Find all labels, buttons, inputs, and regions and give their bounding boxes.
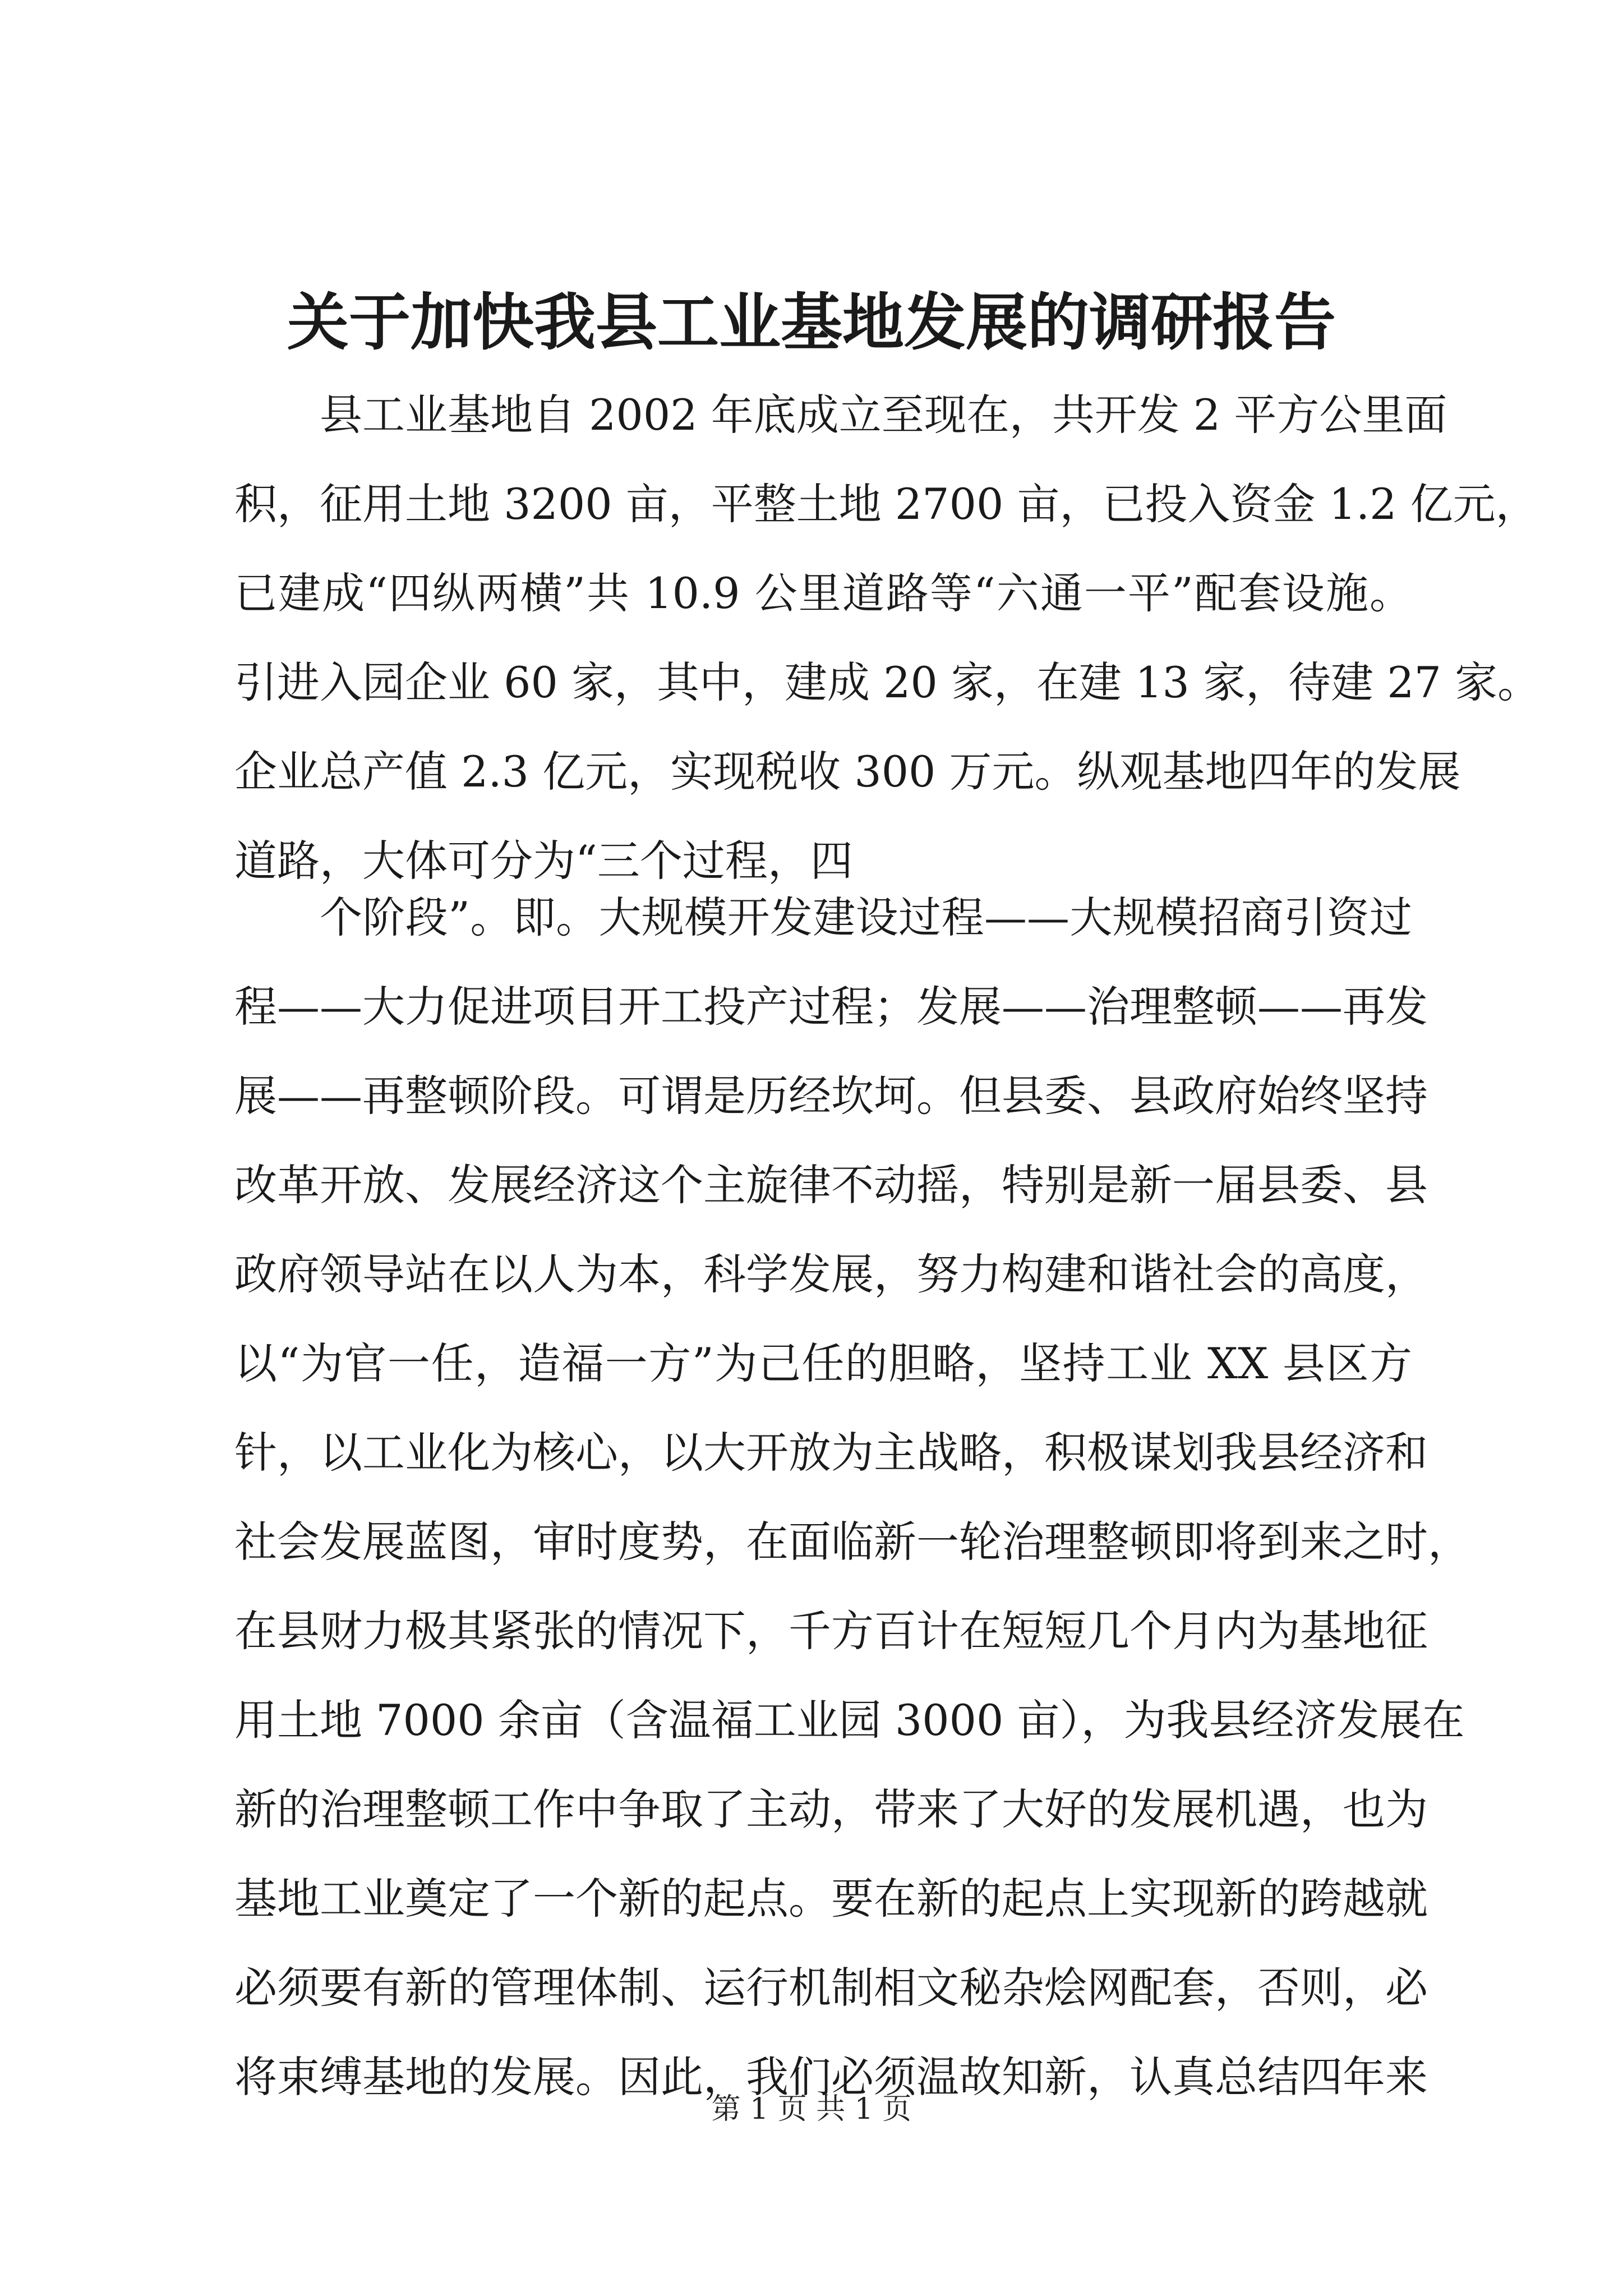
paragraph-line: 用土地 7000 余亩（含温福工业园 3000 亩），为我县经济发展在: [234, 1695, 1465, 1745]
paragraph-line: 已建成“四纵两横”共 10.9 公里道路等“六通一平”配套设施。: [234, 568, 1412, 618]
paragraph-line: 县工业基地自 2002 年底成立至现在，共开发 2 平方公里面: [320, 390, 1447, 440]
paragraph-2: [234, 873, 1470, 2122]
paragraph-line: 基地工业奠定了一个新的起点。要在新的起点上实现新的跨越就: [234, 1874, 1428, 1924]
page-footer: 第 1 页 共 1 页: [711, 2092, 912, 2126]
paragraph-line: 程——大力促进项目开工投产过程；发展——治理整顿——再发: [234, 982, 1428, 1032]
paragraph-line: 企业总产值 2.3 亿元，实现税收 300 万元。纵观基地四年的发展: [234, 747, 1461, 797]
paragraph-1: [234, 370, 1541, 905]
paragraph-line: 道路，大体可分为“三个过程，四: [234, 836, 853, 886]
document-title: 关于加快我县工业基地发展的调研报告: [287, 286, 1336, 358]
paragraph-line: 针，以工业化为核心，以大开放为主战略，积极谋划我县经济和: [234, 1428, 1428, 1478]
paragraph-line: 新的治理整顿工作中争取了主动，带来了大好的发展机遇，也为: [234, 1784, 1428, 1834]
paragraph-line: 引进入园企业 60 家，其中，建成 20 家，在建 13 家，待建 27 家。: [234, 657, 1541, 707]
paragraph-line: 以“为官一任，造福一方”为己任的胆略，坚持工业 XX 县区方: [234, 1338, 1412, 1388]
paragraph-line: 政府领导站在以人为本，科学发展，努力构建和谐社会的高度，: [234, 1249, 1428, 1299]
paragraph-line: 在县财力极其紧张的情况下，千方百计在短短几个月内为基地征: [234, 1606, 1428, 1656]
paragraph-line: 改革开放、发展经济这个主旋律不动摇，特别是新一届县委、县: [234, 1160, 1428, 1210]
paragraph-line: 积，征用土地 3200 亩，平整土地 2700 亩，已投入资金 1.2 亿元，: [234, 479, 1538, 529]
paragraph-line: 社会发展蓝图，审时度势，在面临新一轮治理整顿即将到来之时，: [234, 1517, 1470, 1567]
paragraph-line: 个阶段”。即。大规模开发建设过程——大规模招商引资过: [320, 892, 1412, 942]
paragraph-line: 展——再整顿阶段。可谓是历经坎坷。但县委、县政府始终坚持: [234, 1071, 1428, 1121]
paragraph-line: 必须要有新的管理体制、运行机制相文秘杂烩网配套，否则，必: [234, 1963, 1428, 2013]
paragraph-line: 将束缚基地的发展。因此，我们必须温故知新，认真总结四年来: [234, 2052, 1428, 2102]
